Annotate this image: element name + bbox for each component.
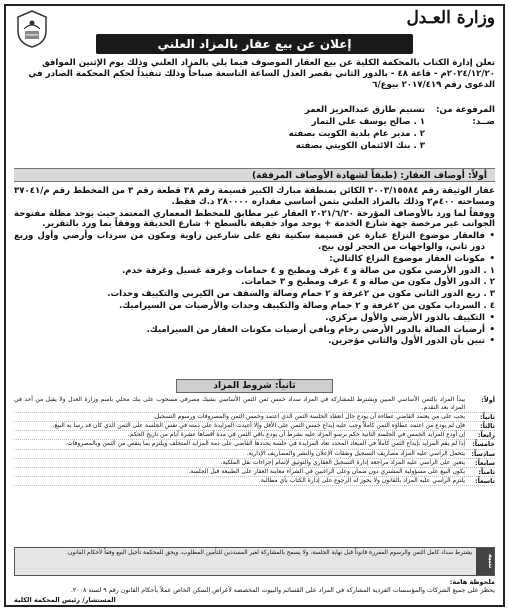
kuwait-emblem-icon [14, 9, 50, 49]
condition-item [14, 413, 495, 422]
auction-notice [4, 4, 505, 607]
footer [14, 578, 495, 604]
condition-text: إذا لم يقم المزايد بإيداع الثمن كاملاً في الميعاد المحدد تعاد المزايدة في جلسة يحددها القاضي على ذمة المزايد المتخلف ويلتزم بما ينقص من الثمن وبالمصروفات. [65, 440, 465, 448]
description-bullet: • أرضيات الصالة بالدور الأرضي رخام وباقي أرضيات مكونات العقار من السيراميك. [14, 325, 495, 336]
condition-text: يلتزم الراسي عليه المزاد بالقانون ولا يجوز له الرجوع على إدارة الكتاب بأي مطالبة. [258, 476, 465, 484]
property-description-heading: أولاً: أوصاف العقار: (طبقاً لشهادة الأوصاف المرفقة) [14, 168, 495, 182]
component-item: ١ . الدور الأرضي مكون من صالة و ٤ غرف ومطبخ و ٤ حمامات وغرفة غسيل وغرفة خدم. [122, 265, 495, 276]
condition-text: يجب على من يعتمد القاضي عطاءه أن يودع حال انعقاد الجلسة الثمن الذي اعتمد وخمس الثمن والمصروفات ورسوم التسجيل. [152, 413, 465, 421]
plaintiff-label: المرفوعة من: [436, 105, 495, 115]
condition-item [14, 459, 495, 468]
defendant-2: ٢ . مدير عام بلدية الكويت بصفته [288, 129, 425, 139]
condition-text: فإن لم يودع من اعتمد عطاؤه الثمن كاملاً وجب عليه إيداع خمس الثمن على الأقل وإلا أعيدت المزايدة على ذمته في نفس الجلسة على الثمن الذي كان قد رسا به البيع. [52, 422, 465, 430]
condition-text: يتعين على الراسي عليه المزاد مراجعة إدارة التسجيل العقاري والتوثيق لإتمام إجراءات نقل الملكية. [220, 458, 465, 466]
description-para-2: ووفقاً لما ورد بالأوصاف المؤرخة ٢٠٢١/٦/٢٠ العقار غير مطابق للمخطط المعماري المعتمد حيث يوجد مظلة مفتوحة الجوانب غير مرخصة جهة شارع الخدمة + يوجد مواد خفيفة بالسطح + شارع الحديقة ووفقاً بما ورد بالتقرير. [14, 208, 495, 230]
header [6, 6, 503, 32]
condition-number: ثامناً: [478, 467, 495, 476]
component-item: ٢ . الدور الأول مكون من صالة و ٤ غرف ومطبخ و ٣ حمامات. [241, 277, 495, 288]
signature: المستشار/ رئيس المحكمة الكلية [14, 595, 116, 604]
component-item: ٤ . السرداب مكون من ٢غرفة و ٢ حمام وصالة والتكييف وحدات والأرضيات من السيراميك. [119, 300, 495, 311]
condition-item [14, 477, 495, 486]
condition-number: تاسعاً: [475, 476, 495, 485]
notice-tag: تنبيه [476, 548, 494, 575]
condition-item [14, 450, 495, 459]
description-para-1: عقار الوثيقة رقم ٢٠٠٣/١٥٥٨٤ الكائن بمنطقة مبارك الكبير قسيمة رقم ٣٨ قطعة رقم ٣ من المخطط رقم م/٣٧٠٤١ ومساحته ٤٠٠م٢ وذلك بالمزاد العلني بثمن أساسي مقداره ٢٨٠٠٠٠ د.ك فقط. [14, 186, 495, 207]
condition-number: سادساً: [471, 449, 495, 458]
intro-paragraph: تعلن إدارة الكتاب بالمحكمة الكلية عن بيع العقار الموصوف فيما يلي بالمزاد العلني وذلك يوم الإثنين الموافق ٢٠٢٤/١٢/٢٠م - قاعة ٤٨ - بالدور الثاني بقصر العدل الساعة التاسعة صباحاً وذلك تنفيذاً لحكم المحكمة الصادر في الدعوى رقم ٢٠١٧/٤١٩ بيوع/٦ [28, 58, 495, 90]
condition-number: ثانياً: [479, 413, 495, 422]
condition-number: رابعاً: [477, 431, 495, 440]
property-description [14, 186, 495, 348]
ministry-name: وزارة العـدل [406, 8, 495, 28]
component-item: • التكييف بالدور الأرضي والأول مركزي. [14, 313, 495, 324]
notice-title: إعلان عن بيع عقار بالمزاد العلني [96, 34, 413, 54]
condition-text: يكون البيع على مسؤولية المشتري دون ضمان وعلى الراغبين في الشراء معاينة العقار على الطبيعة قبل الجلسة. [188, 467, 465, 475]
condition-number: ثالثاً: [479, 422, 495, 431]
notice-box [14, 547, 495, 576]
case-parties [14, 104, 495, 152]
condition-text: يبدأ المزاد بالثمن الأساسي المبين ويشترط للمشاركة في المزاد سداد خمس ثمن الثمن الأساسي بشيك مصرفي مسحوب على بنك محلي باسم وزارة العدل ولا يقبل من أحد في المزاد بعد التقدم. [14, 396, 465, 412]
condition-item [14, 440, 495, 449]
footer-heading: ملحوظة هامة: [449, 578, 495, 586]
component-item: ٣ . ربع الدور الثاني مكون من ٢غرفة و ٢ حمام وصالة والسقف من الكيربي والتكييف وحدات. [107, 289, 495, 300]
notice-text: يشترط سداد كامل الثمن والرسوم المقررة قانوناً قبل نهاية الجلسة، ولا يسمح بالمشاركة لغير المسددين للتأمين المطلوب، ويحق للمحكمة تأجيل البيع وفقاً لأحكام القانون. [66, 550, 472, 556]
description-bullet: • تبين بأن الدور الأول والثاني مؤجرين. [14, 336, 495, 347]
condition-number: خامساً: [472, 440, 495, 449]
condition-number: أولاً: [481, 396, 495, 404]
condition-text: إن أودع المزايد الخمس في الجلسة الثانية حكم برسو المزاد عليه بشرط أن يودع باقي الثمن في مدة أقصاها عشرة أيام من تاريخ الحكم. [127, 431, 465, 439]
description-bullet: • مكونات العقار موضوع النزاع كالتالي: [14, 254, 495, 265]
against-label: ضــد: [472, 117, 495, 127]
conditions-list [14, 396, 495, 486]
conditions-heading: ثانياً: شروط المزاد [176, 379, 333, 393]
condition-item [14, 396, 495, 413]
description-bullet: • فالعقار موضوع النزاع عبارة عن قسيمة سكنية تقع على شارعين زاوية ومكون من سرداب وأرضي وأول وربع دور ثاني، والواجهات من الحجر لون بيج. [14, 231, 495, 253]
footer-text: يحظر على جميع الشركات والمؤسسات الفردية المشاركة في المزاد على القسائم والبيوت المخصصة لأغراض السكن الخاص عملاً بأحكام القانون رقم ٩ لسنة ٢٠٠٨. [70, 586, 495, 594]
condition-item [14, 468, 495, 477]
condition-text: يتحمل الراسي عليه المزاد مصاريف التسجيل ونفقات الإعلان والنشر والمصاريف الإدارية. [246, 449, 465, 457]
condition-item [14, 422, 495, 431]
plaintiff-name: تسنيم طارق عبدالعزيز العمر [304, 105, 425, 115]
defendant-3: ٣ . بنك الائتمان الكويتي بصفته [295, 141, 425, 151]
condition-number: سابعاً: [475, 458, 495, 467]
defendant-1: ١ . صالح يوسف علي التمار [311, 117, 425, 127]
